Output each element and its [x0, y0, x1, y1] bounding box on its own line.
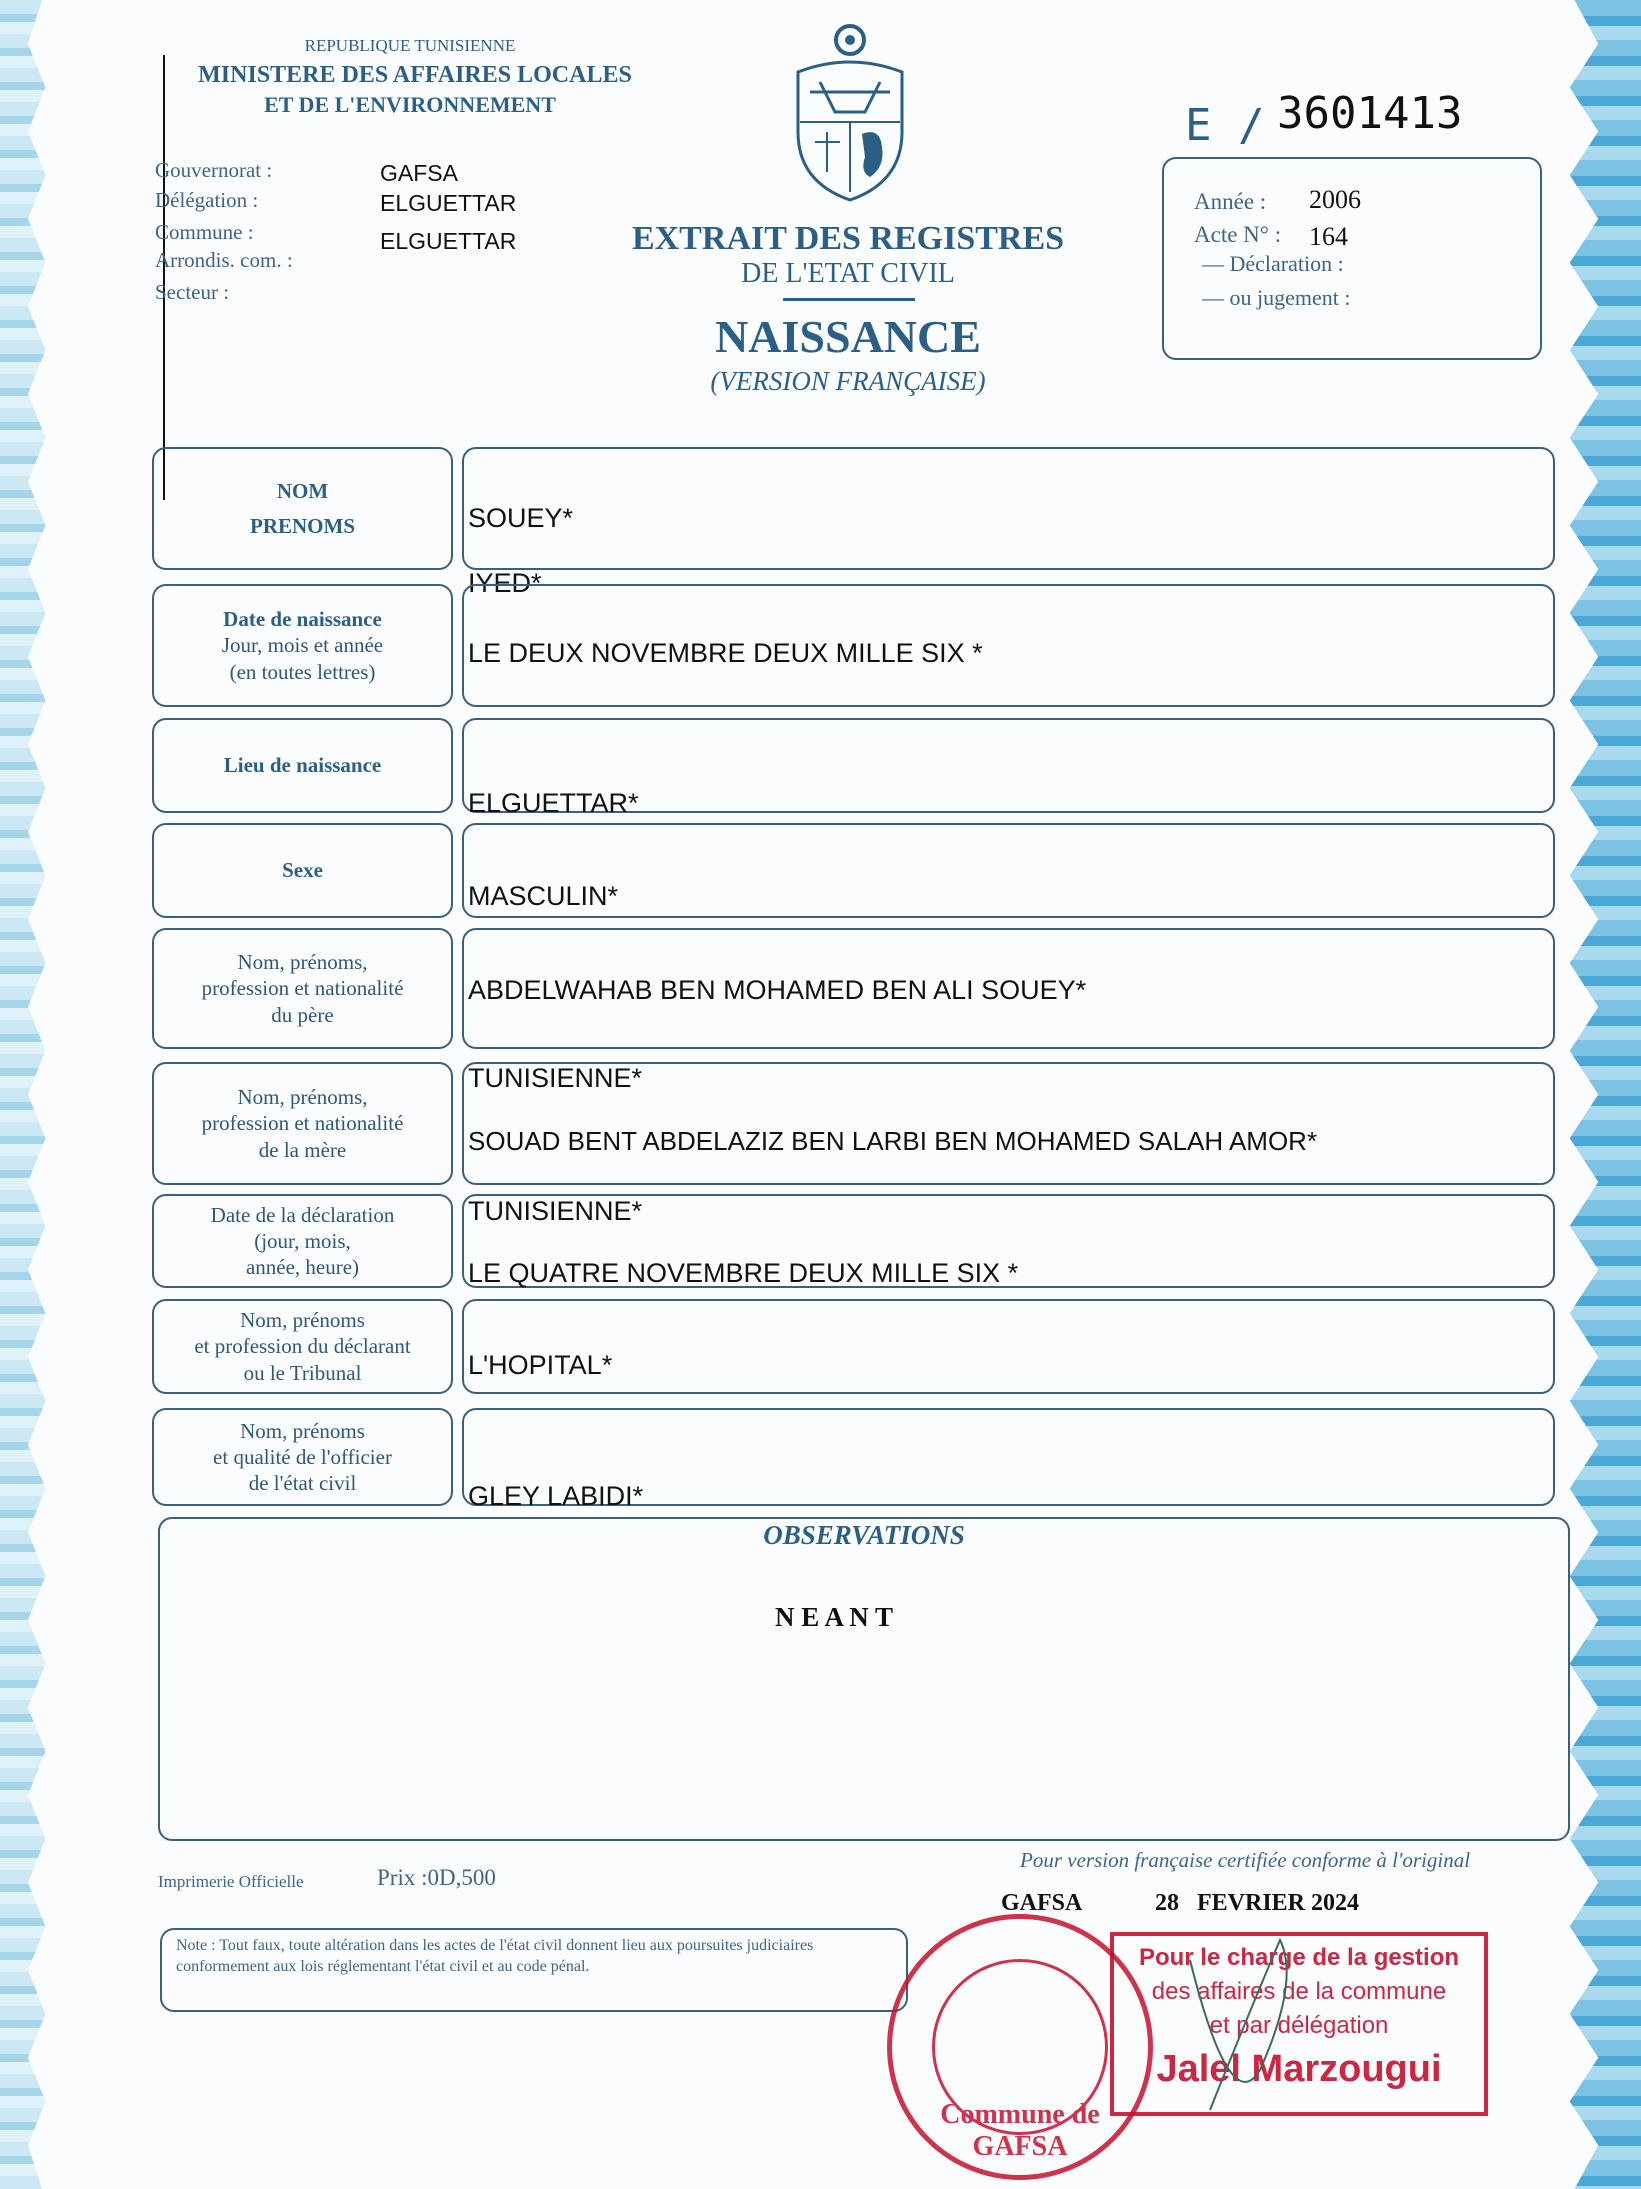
date-declaration-value: LE QUATRE NOVEMBRE DEUX MILLE SIX * [468, 1258, 1019, 1288]
gouvernorat-value: GAFSA [380, 160, 458, 186]
margin-line [163, 55, 165, 500]
observations-title: OBSERVATIONS [763, 1520, 965, 1550]
row-label-lieu: Lieu de naissance [152, 718, 453, 813]
gouvernorat-label: Gouvernorat : [155, 158, 273, 182]
row-value-box-nom [462, 447, 1555, 570]
row-label-pere: Nom, prénoms, profession et nationalité du père [152, 928, 453, 1049]
jugement-label: — ou jugement : [1202, 285, 1351, 310]
right-decorative-border [1546, 0, 1641, 2189]
signature [1170, 1920, 1330, 2120]
round-stamp-text: Commune de GAFSA [940, 2099, 1100, 2162]
row-label-date-naissance: Date de naissance Jour, mois et année (en toutes lettres) [152, 584, 453, 707]
delegation-value: ELGUETTAR [380, 190, 517, 216]
title-main: NAISSANCE [715, 311, 981, 362]
rect-stamp-name: Jalel Marzougui [1156, 2048, 1442, 2090]
row-value-box-mere [462, 1062, 1555, 1185]
acte-value: 164 [1309, 222, 1348, 251]
secteur-label: Secteur : [155, 280, 230, 304]
rect-stamp-line3: et par délégation [1209, 2012, 1389, 2039]
certified-label: Pour version française certifiée conforme à l'original [1020, 1848, 1471, 1872]
place-value: GAFSA [1001, 1890, 1083, 1916]
pere-nationalite-value: TUNISIENNE* [468, 1063, 643, 1093]
date-naissance-value: LE DEUX NOVEMBRE DEUX MILLE SIX * [468, 638, 983, 668]
officier-value: GLEY LABIDI* [468, 1481, 644, 1511]
row-label-officier: Nom, prénoms et qualité de l'officier de l'état civil [152, 1408, 453, 1506]
delegation-label: Délégation : [155, 188, 259, 212]
commune-value: ELGUETTAR [380, 228, 517, 254]
republic-label: REPUBLIQUE TUNISIENNE [304, 36, 516, 55]
tunisia-coat-of-arms-icon [790, 22, 910, 202]
title-line2: DE L'ETAT CIVIL [741, 258, 955, 289]
declarant-value: L'HOPITAL* [468, 1350, 613, 1380]
annee-label: Année : [1194, 189, 1267, 214]
date-value: 28 FEVRIER 2024 [1155, 1890, 1360, 1916]
left-decorative-border [0, 0, 70, 2189]
observations-box [158, 1517, 1570, 1841]
serial-prefix: E / [1185, 100, 1265, 151]
title-divider [783, 298, 915, 301]
prenom-value: IYED* [468, 568, 542, 598]
serial-number: 3601413 [1277, 88, 1463, 139]
nom-value: SOUEY* [468, 503, 574, 533]
sexe-value: MASCULIN* [468, 881, 619, 911]
commune-label: Commune : [155, 220, 254, 244]
row-label-declarant: Nom, prénoms et profession du déclarant ou le Tribunal [152, 1299, 453, 1394]
mere-value: SOUAD BENT ABDELAZIZ BEN LARBI BEN MOHAMED SALAH AMOR* [468, 1126, 1318, 1156]
printer-label: Imprimerie Officielle [158, 1872, 304, 1891]
acte-label: Acte N° : [1194, 222, 1282, 247]
ministry-line1: MINISTERE DES AFFAIRES LOCALES [198, 62, 632, 88]
arrondissement-label: Arrondis. com. : [155, 248, 293, 272]
pere-value: ABDELWAHAB BEN MOHAMED BEN ALI SOUEY* [468, 975, 1087, 1005]
mere-nationalite-value: TUNISIENNE* [468, 1196, 643, 1226]
title-line1: EXTRAIT DES REGISTRES [631, 220, 1065, 257]
title-version: (VERSION FRANÇAISE) [710, 366, 986, 396]
observations-text: N E A N T [775, 1602, 894, 1632]
rect-stamp-line1: Pour le charge de la gestion [1138, 1944, 1460, 1971]
lieu-value: ELGUETTAR* [468, 788, 639, 818]
price-label: Prix :0D,500 [377, 1865, 496, 1890]
row-label-sexe: Sexe [152, 823, 453, 918]
acte-box [1162, 157, 1542, 360]
row-label-nom: NOM PRENOMS [152, 447, 453, 570]
annee-value: 2006 [1309, 185, 1361, 214]
ministry-line2: ET DE L'ENVIRONNEMENT [264, 92, 556, 117]
rect-stamp-line2: des affaires de la commune [1151, 1978, 1447, 2005]
row-value-box-declarant [462, 1299, 1555, 1394]
row-value-box-sexe [462, 823, 1555, 918]
row-label-mere: Nom, prénoms, profession et nationalité de la mère [152, 1062, 453, 1185]
row-label-date-declaration: Date de la déclaration (jour, mois, année, heure) [152, 1194, 453, 1288]
declaration-label: — Déclaration : [1202, 251, 1344, 276]
legal-note: Note : Tout faux, toute altération dans les actes de l'état civil donnent lieu aux poursuites judiciaires conformement aux lois réglementant l'état civil et au code pénal. [160, 1928, 908, 2012]
